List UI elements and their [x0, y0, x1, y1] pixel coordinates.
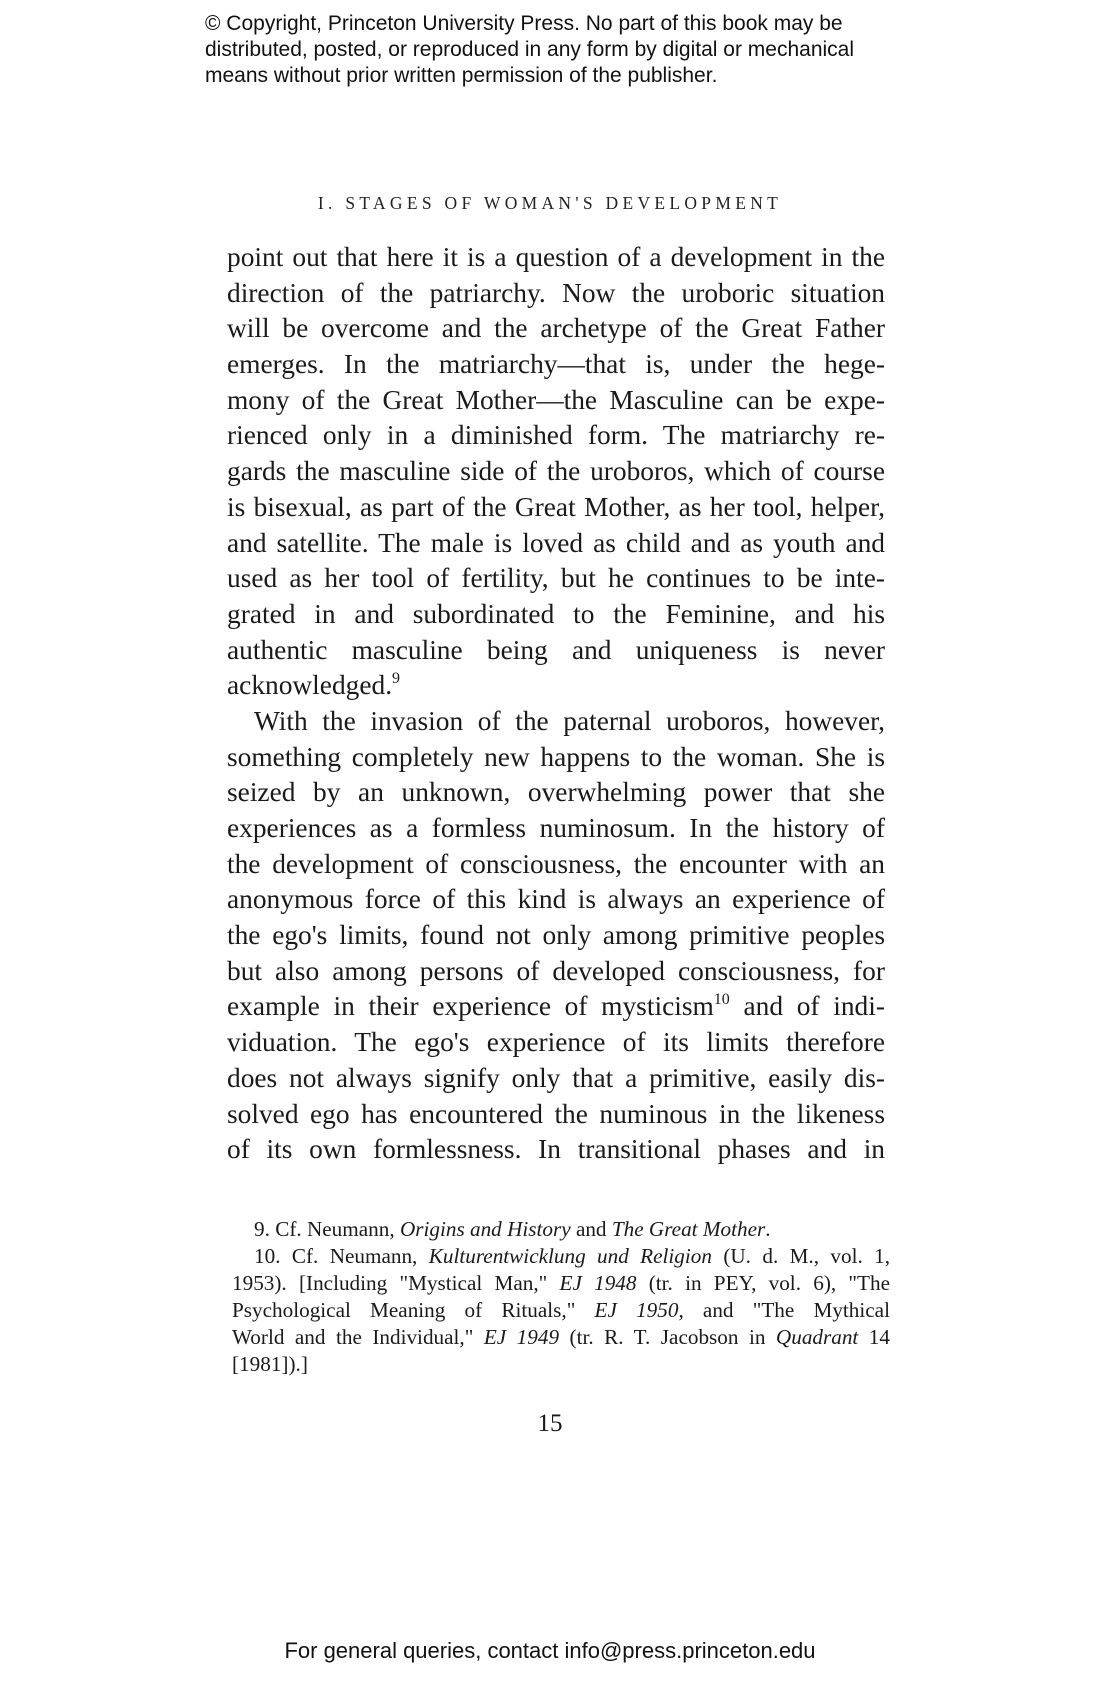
footnote-10-line — [232, 1243, 890, 1270]
text-line: emerges. In the matriarchy—that is, under the hege- — [227, 349, 885, 380]
text-line: point out that here it is a question of a development in the — [227, 242, 885, 272]
footnote-text: 9. Cf. Neumann, — [254, 1217, 400, 1241]
journal-ref: EJ 1950 — [594, 1298, 679, 1322]
text-line: solved ego has encountered the numinous in the likeness — [227, 1098, 885, 1129]
text-line: authentic masculine being and uniqueness is never — [227, 634, 885, 665]
contact-footer: For general queries, contact info@press.princeton.edu — [284, 1638, 816, 1663]
text-line — [227, 989, 885, 1025]
footnote-10-line: [1981]).] — [232, 1352, 308, 1376]
text-line: of its own formlessness. In transitional phases and in — [227, 1134, 885, 1165]
footnote-10-line — [232, 1270, 890, 1297]
page-number: 15 — [537, 1410, 563, 1437]
copyright-notice — [205, 11, 925, 89]
text-line: something completely new happens to the woman. She is — [227, 741, 885, 772]
text-line: used as her tool of fertility, but he continues to be inte- — [227, 563, 885, 594]
text-line: direction of the patriarchy. Now the uroboric situation — [227, 277, 885, 308]
running-head: I. STAGES OF WOMAN'S DEVELOPMENT — [317, 193, 783, 213]
text-line: grated in and subordinated to the Feminine, and his — [227, 598, 885, 629]
text-line: the ego's limits, found not only among primitive peoples — [227, 920, 885, 951]
copyright-line: © Copyright, Princeton University Press. No part of this book may be — [205, 12, 843, 35]
copyright-line: distributed, posted, or reproduced in any form by digital or mechanical — [205, 38, 855, 61]
text-line: and satellite. The male is loved as child and as youth and — [227, 527, 885, 558]
footnote-text: 1953). [Including "Mystical Man," — [232, 1271, 560, 1295]
text-line: will be overcome and the archetype of the Great Father — [227, 313, 885, 344]
footnote-text: Psychological Meaning of Rituals," — [232, 1298, 595, 1322]
footnote-ref-10[interactable]: 10 — [713, 991, 730, 1009]
footnote-text: (tr. R. T. Jacobson in — [559, 1325, 776, 1349]
footnote-text: . — [765, 1217, 771, 1241]
text-line: experiences as a formless numinosum. In the history of — [227, 813, 885, 843]
text-line: is bisexual, as part of the Great Mother, as her tool, helper, — [227, 491, 885, 522]
footnotes — [232, 1216, 890, 1378]
footnote-text: (tr. in PEY, vol. 6), "The — [636, 1271, 891, 1295]
journal-ref: EJ 1948 — [559, 1271, 637, 1295]
body-text — [227, 240, 885, 1168]
text-line: rienced only in a diminished form. The matriarchy re- — [227, 420, 885, 451]
text-line: With the invasion of the paternal uroboros, however, — [254, 705, 885, 736]
text-line: seized by an unknown, overwhelming power that she — [227, 777, 885, 808]
text-line: gards the masculine side of the uroboros, which of course — [227, 456, 885, 487]
footnote-ref-9[interactable]: 9 — [392, 670, 401, 688]
text-line: does not always signify only that a primitive, easily dis- — [227, 1062, 885, 1093]
text-line: but also among persons of developed consciousness, for — [227, 955, 885, 986]
text-run: example in their experience of mysticism — [227, 991, 714, 1022]
footnote-text: (U. d. M., vol. 1, — [711, 1244, 891, 1268]
footnote-10-line — [232, 1324, 890, 1351]
footnote-10-line — [232, 1297, 890, 1324]
text-run: acknowledged. — [227, 670, 393, 701]
footnote-text: 14 — [858, 1325, 890, 1349]
book-title: Kulturentwicklung und Religion — [428, 1244, 712, 1268]
text-line: viduation. The ego's experience of its limits therefore — [227, 1027, 885, 1058]
footnote-text: and — [570, 1217, 612, 1241]
journal-title: Quadrant — [775, 1325, 859, 1349]
copyright-line: means without prior written permission of the publisher. — [205, 64, 718, 87]
text-line: anonymous force of this kind is always an experience of — [227, 884, 885, 915]
footnote-text: , and "The Mythical — [678, 1298, 890, 1322]
footnote-text: 10. Cf. Neumann, — [254, 1244, 429, 1268]
text-line: mony of the Great Mother—the Masculine can be expe- — [227, 384, 885, 415]
book-title: Origins and History — [399, 1217, 571, 1241]
footnote-text: World and the Individual," — [232, 1325, 484, 1349]
text-line: the development of consciousness, the encounter with an — [227, 848, 885, 879]
book-title: The Great Mother — [611, 1217, 766, 1241]
text-line — [227, 668, 885, 704]
footnote-9 — [232, 1216, 890, 1243]
journal-ref: EJ 1949 — [483, 1325, 560, 1349]
text-run: and of indi- — [729, 991, 885, 1022]
